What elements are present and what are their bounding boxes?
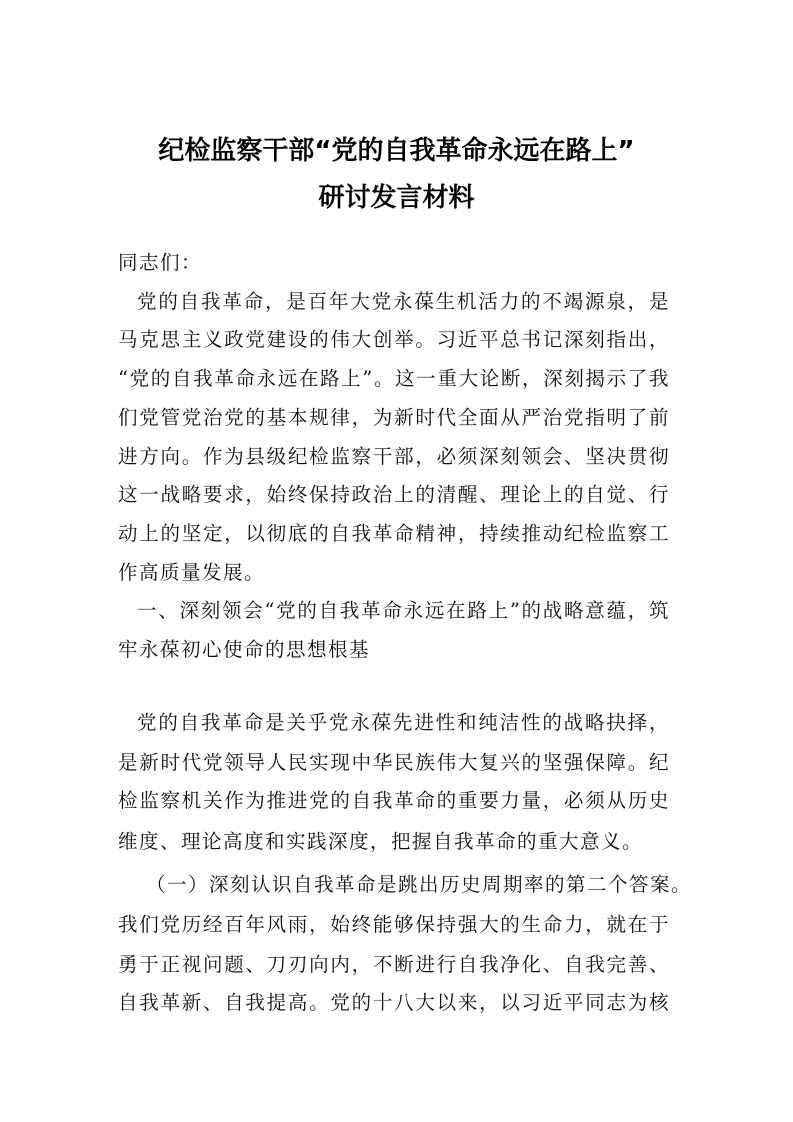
body-line: 党的自我革命是关乎党永葆先进性和纯洁性的战略抉择， — [137, 711, 670, 734]
body-line: 是新时代党领导人民实现中华民族伟大复兴的坚强保障。纪 — [118, 751, 670, 774]
body-line: 动上的坚定，以彻底的自我革命精神，持续推动纪检监察工 — [118, 522, 670, 545]
body-line: 们党管党治党的基本规律，为新时代全面从严治党指明了前 — [118, 406, 670, 429]
body-line: 作高质量发展。 — [118, 561, 266, 584]
document-title-line-2: 研讨发言材料 — [318, 183, 475, 213]
body-line: 维度、理论高度和实践深度，把握自我革命的重大意义。 — [118, 830, 644, 853]
body-line: 勇于正视问题、刀刃向内，不断进行自我净化、自我完善、 — [118, 953, 670, 976]
document-title-line-1: 纪检监察干部“党的自我革命永远在路上” — [158, 136, 635, 166]
section-heading-line: 牢永葆初心使命的思想根基 — [118, 638, 371, 661]
body-line: 进方向。作为县级纪检监察干部，必须深刻领会、坚决贯彻 — [118, 445, 670, 468]
body-line: 我们党历经百年风雨，始终能够保持强大的生命力，就在于 — [118, 913, 670, 936]
body-line: 党的自我革命，是百年大党永葆生机活力的不竭源泉，是 — [137, 290, 670, 313]
body-line: 这一战略要求，始终保持政治上的清醒、理论上的自觉、行 — [118, 483, 670, 506]
subsection-heading-line: （一）深刻认识自我革命是跳出历史周期率的第二个答案。 — [146, 873, 693, 896]
salutation: 同志们： — [118, 251, 203, 274]
body-line: “党的自我革命永远在路上”。这一重大论断，深刻揭示了我 — [118, 367, 670, 390]
body-line: 自我革新、自我提高。党的十八大以来，以习近平同志为核 — [118, 991, 670, 1014]
section-heading-line: 一、深刻领会“党的自我革命永远在路上”的战略意蕴，筑 — [137, 599, 670, 622]
body-line: 检监察机关作为推进党的自我革命的重要力量，必须从历史 — [118, 789, 670, 812]
body-line: 马克思主义政党建设的伟大创举。习近平总书记深刻指出， — [118, 328, 670, 351]
